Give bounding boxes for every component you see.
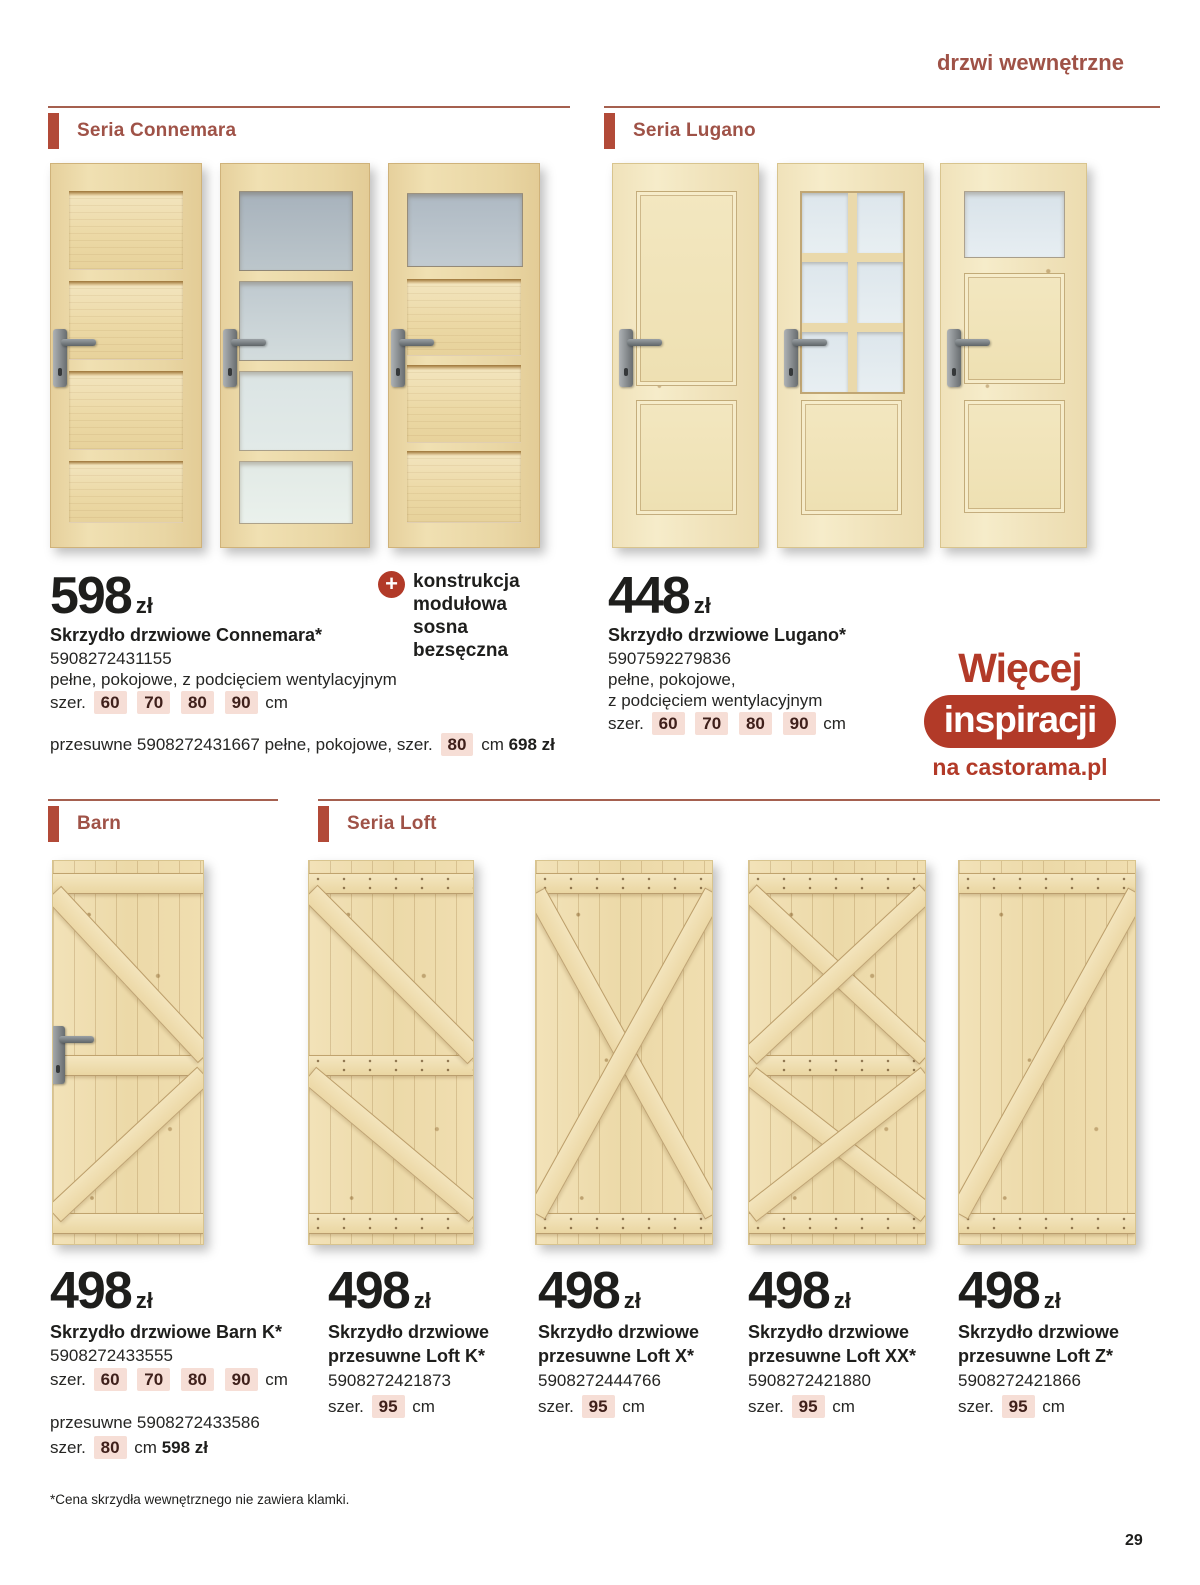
price-connemara: 598 zł: [50, 567, 153, 625]
page-number: 29: [1125, 1532, 1143, 1549]
product-name-loft-x-2: przesuwne Loft X*: [538, 1346, 695, 1366]
door-image-connemara-glass1: [388, 163, 540, 548]
door-image-connemara-full: [50, 163, 202, 548]
sizes-connemara: szer. 60 70 80 90 cm: [50, 693, 288, 712]
ean-connemara: 5908272431155: [50, 649, 172, 668]
footnote: *Cena skrzydła wewnętrznego nie zawiera klamki.: [50, 1492, 350, 1507]
door-image-loft-x: [535, 860, 713, 1245]
section-title: Seria Connemara: [77, 120, 237, 141]
page-title: drzwi wewnętrzne: [936, 50, 1124, 75]
price-loft-xx: 498 zł: [748, 1262, 851, 1320]
size-chip: 80: [181, 691, 214, 714]
door-handle: [223, 329, 237, 387]
product-name-connemara: Skrzydło drzwiowe Connemara*: [50, 625, 323, 645]
size-chip: 80: [739, 712, 772, 735]
ean-loft-xx: 5908272421880: [748, 1371, 871, 1390]
price-lugano: 448 zł: [608, 567, 711, 625]
product-name-loft-xx-2: przesuwne Loft XX*: [748, 1346, 917, 1366]
sizes-loft-xx: szer. 95 cm: [748, 1397, 855, 1416]
size-chip: 60: [94, 1368, 127, 1391]
section-marker-bar: [48, 113, 59, 149]
door-handle: [619, 329, 633, 387]
section-header-lugano: [604, 106, 1160, 156]
variant-connemara: przesuwne 5908272431667 pełne, pokojowe, szer. 80 cm 698 zł: [50, 735, 555, 754]
size-chip: 90: [225, 691, 258, 714]
section-title: Seria Loft: [347, 813, 437, 834]
size-chip: 80: [94, 1436, 127, 1459]
door-image-lugano-full: [612, 163, 759, 548]
door-image-connemara-glass4: [220, 163, 370, 548]
section-marker-bar: [318, 806, 329, 842]
door-image-loft-k: [308, 860, 474, 1245]
section-marker-bar: [48, 806, 59, 842]
size-chip: 70: [137, 1368, 170, 1391]
feature-text: konstrukcja modułowa sosna bezsęczna: [413, 571, 520, 661]
ean-loft-k: 5908272421873: [328, 1371, 451, 1390]
size-chip: 60: [94, 691, 127, 714]
door-handle: [947, 329, 961, 387]
size-chip: 90: [783, 712, 816, 735]
size-chip: 70: [137, 691, 170, 714]
size-chip: 95: [372, 1395, 405, 1418]
door-image-loft-z: [958, 860, 1136, 1245]
door-image-loft-xx: [748, 860, 926, 1245]
desc-lugano-1: pełne, pokojowe,: [608, 670, 736, 689]
door-handle: [391, 329, 405, 387]
product-name-loft-xx-1: Skrzydło drzwiowe: [748, 1322, 910, 1342]
size-chip: 95: [1002, 1395, 1035, 1418]
sizes-lugano: szer. 60 70 80 90 cm: [608, 714, 846, 733]
size-chip: 95: [792, 1395, 825, 1418]
product-name-lugano: Skrzydło drzwiowe Lugano*: [608, 625, 847, 645]
ean-barn: 5908272433555: [50, 1346, 173, 1365]
desc-connemara: pełne, pokojowe, z podcięciem wentylacyjnym: [50, 670, 397, 689]
door-handle: [53, 329, 67, 387]
door-image-lugano-glass1: [940, 163, 1087, 548]
size-chip: 80: [441, 733, 474, 756]
section-header-loft: [318, 799, 1160, 849]
variant-barn-line2: szer. 80 cm 598 zł: [50, 1438, 209, 1457]
plus-icon: +: [378, 571, 405, 598]
sizes-barn: szer. 60 70 80 90 cm: [50, 1370, 288, 1389]
ean-loft-x: 5908272444766: [538, 1371, 661, 1390]
sizes-loft-k: szer. 95 cm: [328, 1397, 435, 1416]
product-name-loft-z-1: Skrzydło drzwiowe: [958, 1322, 1120, 1342]
section-marker-bar: [604, 113, 615, 149]
variant-barn-line1: przesuwne 5908272433586: [50, 1413, 260, 1432]
product-name-loft-k-2: przesuwne Loft K*: [328, 1346, 486, 1366]
product-name-loft-z-2: przesuwne Loft Z*: [958, 1346, 1114, 1366]
price-loft-x: 498 zł: [538, 1262, 641, 1320]
more-inspiration-badge: Więcej inspiracji na castorama.pl: [898, 645, 1142, 781]
product-name-loft-k-1: Skrzydło drzwiowe: [328, 1322, 490, 1342]
desc-lugano-2: z podcięciem wentylacyjnym: [608, 691, 823, 710]
section-header-barn: [48, 799, 278, 849]
size-chip: 90: [225, 1368, 258, 1391]
size-chip: 60: [652, 712, 685, 735]
price-loft-k: 498 zł: [328, 1262, 431, 1320]
door-image-barn-k: [52, 860, 204, 1245]
product-name-loft-x-1: Skrzydło drzwiowe: [538, 1322, 700, 1342]
price-barn: 498 zł: [50, 1262, 153, 1320]
size-chip: 95: [582, 1395, 615, 1418]
ean-loft-z: 5908272421866: [958, 1371, 1081, 1390]
ean-lugano: 5907592279836: [608, 649, 731, 668]
product-name-barn: Skrzydło drzwiowe Barn K*: [50, 1322, 283, 1342]
sizes-loft-z: szer. 95 cm: [958, 1397, 1065, 1416]
castorama-url: na castorama.pl: [932, 754, 1108, 780]
section-header-connemara: [48, 106, 570, 156]
sizes-loft-x: szer. 95 cm: [538, 1397, 645, 1416]
door-image-lugano-glass6: [777, 163, 924, 548]
size-chip: 80: [181, 1368, 214, 1391]
section-title: Barn: [77, 813, 122, 834]
section-title: Seria Lugano: [633, 120, 756, 141]
price-loft-z: 498 zł: [958, 1262, 1061, 1320]
door-handle: [52, 1026, 65, 1084]
size-chip: 70: [695, 712, 728, 735]
door-handle: [784, 329, 798, 387]
